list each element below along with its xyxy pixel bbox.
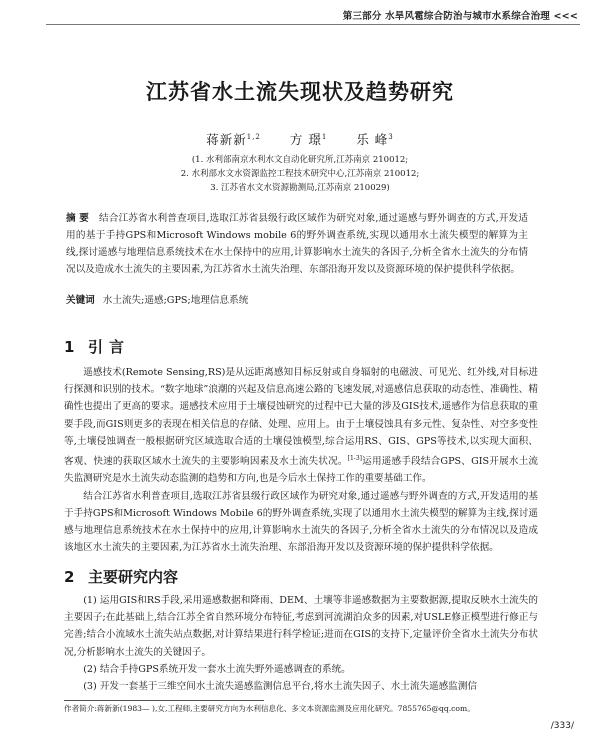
abstract-text: 结合江苏省水利普查项目,选取江苏省县级行政区域作为研究对象,通过遥感与野外调查的方式,开发适用的基于手持GPS和Microsoft Windows mobile 6的野外调查系统,实现以通用水土流失模型的解算为主线,探讨遥感与地理信息系统技术在水土保持中的应用,计算影响水土流失的各因子,分析全省水土流失的分布情况以及造成水土流失的主要因素,为江苏省水土流失治理、东部沿海开发以及资源环境的保护提供科学依据。 [66, 213, 528, 275]
paragraph: 结合江苏省水利普查项目,选取江苏省县级行政区域作为研究对象,通过遥感与野外调查的方式,开发适用的基于手持GPS和Microsoft Windows Mobile 6的野外调查系统,实现了以通用水土流失模型的解算为主线,探讨遥感与地理信息系统技术在水土保持中的应用,计算影响水土流失的各因子,分析全省水土流失的分布情况以及造成该地区水土流失的主要因素,为江苏省水土流失治理、东部沿海开发以及资源环境的保护提供科学依据。 [64, 490, 538, 554]
section-body-introduction [64, 364, 538, 556]
affiliation: (1. 水利部南京水利水文自动化研究所,江苏南京 210012; [191, 155, 409, 165]
citation-mark: [1-3] [347, 455, 362, 463]
author [356, 132, 393, 147]
keywords [66, 292, 528, 309]
author-list [0, 130, 600, 148]
author-name: 蒋新新 [206, 132, 247, 147]
keywords-text: 水土流失;遥感;GPS;地理信息系统 [102, 295, 249, 306]
section-number: 2 [64, 568, 75, 586]
paper-title: 江苏省水土流失现状及趋势研究 [146, 80, 454, 104]
list-item: (2) 结合手持GPS系统开发一套水土流失野外遥感调查的系统。 [83, 663, 351, 675]
author [206, 132, 261, 147]
section-heading-research-content [64, 566, 178, 587]
section-number: 1 [64, 338, 75, 356]
author-affil-mark: 3 [388, 132, 394, 141]
header-rule [46, 24, 580, 25]
section-title: 引言 [88, 338, 131, 356]
list-item: (3) 开发一套基于三维空间水土流失遥感监测信息平台,将水土流失因子、水土流失遥感监测信 [83, 681, 478, 693]
abstract [66, 210, 528, 278]
keywords-label: 关键词 [66, 295, 95, 306]
section-heading-introduction [64, 336, 130, 357]
author-name: 方 璟 [289, 132, 322, 147]
running-head-arrows: <<< [553, 11, 578, 22]
affiliation-list [0, 153, 600, 195]
affiliation: 2. 水利部水文水资源监控工程技术研究中心,江苏南京 210012; [180, 169, 420, 179]
author-name: 乐 峰 [356, 132, 389, 147]
paragraph-text: 运用遥感手段结合GPS、GIS开展水土流失监测研究是水土流失动态监测的趋势和方向,也是今后水土保持工作的重要基础工作。 [64, 456, 539, 485]
paragraph [64, 364, 538, 488]
abstract-label: 摘 要 [66, 213, 90, 224]
section-title: 主要研究内容 [88, 568, 179, 586]
running-head [343, 8, 578, 22]
page-number: /333/ [550, 721, 574, 731]
author-footnote: 作者简介:蒋新新(1983— ),女,工程师,主要研究方向为水利信息化、多文本资源监测及应用化研究。7855765@qq.com。 [64, 704, 475, 713]
list-item: (1) 运用GIS和RS手段,采用遥感数据和降雨、DEM、土壤等非遥感数据为主要数据源,提取反映水土流失的主要因子;在此基础上,结合江苏全省自然环境分布特征,考虑到河流湖泊众多的因素,对USLE修正模型进行修正与完善;结合小流域水土流失站点数据,对计算结果进行科学检证;进而在GIS的支持下,定量评价全省水土流失分布状况,分析影响水土流失的关键因子。 [64, 595, 538, 658]
affiliation: 3. 江苏省水文水资源勘测局,江苏南京 210029) [210, 183, 390, 193]
author-affil-mark: 1,2 [246, 132, 261, 141]
section-body-research-content [64, 592, 538, 695]
running-head-text: 第三部分 水旱风雹综合防治与城市水系综合治理 [342, 11, 550, 22]
footnote-rule [64, 700, 264, 701]
author [290, 132, 327, 147]
paragraph-text: 遥感技术(Remote Sensing,RS)是从远距离感知目标反射或自身辐射的电磁波、可见光、红外线,对目标进行探测和识别的技术。“数字地球”浪潮的兴起及信息高速公路的飞速发展,对遥感信息获取的动态性、准确性、精确性也提出了更高的要求。遥感技术应用于土壤侵蚀研究的过程中已大量的涉及GIS技术,遥感作为信息获取的重要手段,而GIS则更多的表现在相关信息的存储、处理、应用上。由于土壤侵蚀具有多元性、复杂性、对空多变性等,土壤侵蚀调查一般根据研究区域选取合适的土壤侵蚀模型,综合运用RS、GIS、GPS等技术,以实现大面积、客观、快速的获取区域水土流失的主要影响因素及水土流失状况。 [64, 367, 538, 468]
author-affil-mark: 1 [321, 132, 328, 141]
